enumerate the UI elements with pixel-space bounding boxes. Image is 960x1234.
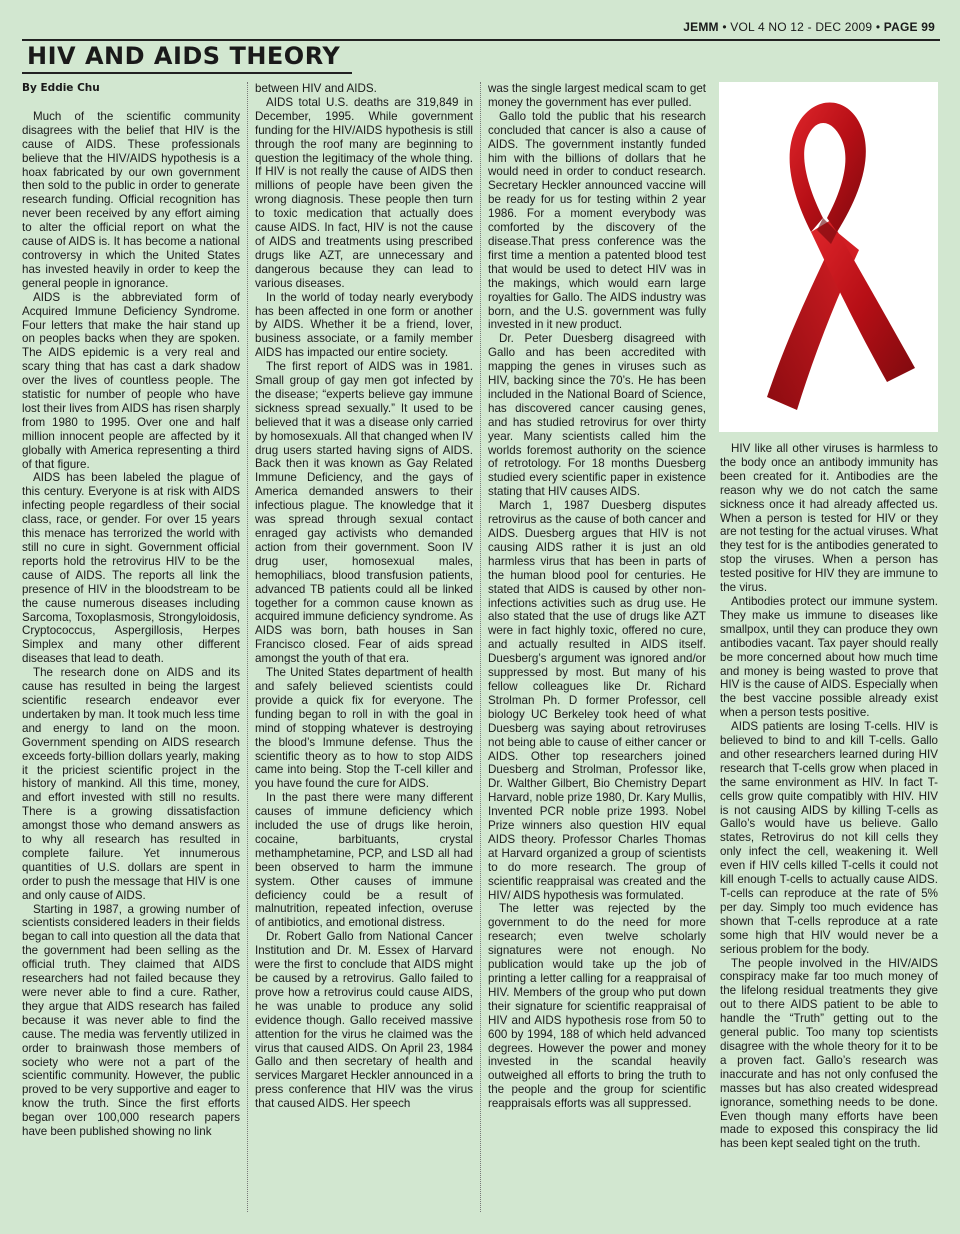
- paragraph: The people involved in the HIV/AIDS conspiracy make far too much money of the lifelong residual treatments they give out to there AIDS patient to be able to handle the “Truth” getting out to the general public. Too many top scientists disagree with the whole theory for it to be a proven fact. Gallo’s research was inaccurate and has not only confused the masses but has also created widespread ignorance, something needs to be done. Even though many efforts have been made to exposed this conspiracy the lid has been kept sealed tight on the truth.: [720, 956, 938, 1151]
- paragraph: Dr. Robert Gallo from National Cancer Institution and Dr. M. Essex of Harvard were the first to conclude that AIDS might be caused by a retrovirus. Gallo failed to prove how a retrovirus could cause AIDS, he was unable to produce any solid evidence though. Gallo received massive attention for the virus he claimed was the virus that caused AIDS. On April 23, 1984 Gallo and then secretary of health and services Margaret Heckler announced in a press conference that HIV was the virus that caused AIDS. Her speech: [255, 930, 473, 1111]
- paragraph: AIDS has been labeled the plague of this century. Everyone is at risk with AIDS infecting people regardless of their social class, race, or gender. For over 15 years this menace has terrorized the world with still no cure in sight. Government official reports hold the retrovirus HIV to be the cause of AIDS. The reports all link the presence of HIV in the bloodstream to be the cause numerous diseases including Sarcoma, Toxoplasmosis, Strongyloidosis, Cryptococcus, Aspergillosis, Herpes Simplex and many other different diseases that lead to death.: [22, 471, 240, 666]
- paragraph: HIV like all other viruses is harmless to the body once an antibody immunity has been created for it. Antibodies are the reason why we do not catch the same sickness once it had already affected us. When a person is tested for HIV or they are not testing for the actual viruses. What they test for is the antibodies generated to stop the viruses. When a person has tested positive for HIV they are immune to the virus.: [720, 442, 938, 595]
- article-column-4: [720, 442, 938, 1151]
- paragraph: In the world of today nearly everybody has been affected in one form or another by AIDS. Whether it be a friend, lover, business associate, or a family member AIDS has impacted our entire society.: [255, 290, 473, 360]
- title-rule: [22, 72, 352, 74]
- issue-info: VOL 4 NO 12 - DEC 2009: [730, 20, 873, 34]
- paragraph: In the past there were many different causes of immune deficiency which included the use of drugs like heroin, cocaine, barbituants, crystal methamphetamine, PCP, and LSD all had been observed to harm the immune system. Other causes of immune deficiency could be a result of malnutrition, repeated infection, overuse of antibiotics, and emotional distress.: [255, 791, 473, 930]
- article-title: HIV AND AIDS THEORY: [27, 42, 341, 70]
- byline: By Eddie Chu: [22, 82, 100, 94]
- header-rule: [22, 39, 940, 41]
- article-column-1: [22, 82, 240, 1139]
- paragraph: AIDS is the abbreviated form of Acquired Immune Deficiency Syndrome. Four letters that make the hair stand up on peoples backs when they are spoken. The AIDS epidemic is a very real and scary thing that has cast a dark shadow over the lives of countless people. The statistic for number of people who have lost their lives from AIDS has risen sharply from 1980 to 1995. Over one and half million innocent people are affected by it globally with America representing a third of that figure.: [22, 290, 240, 471]
- column-divider: [247, 82, 248, 1212]
- magazine-name: JEMM: [683, 20, 719, 34]
- page-number: PAGE 99: [883, 20, 935, 34]
- paragraph: AIDS patients are losing T-cells. HIV is believed to bind to and kill T-cells. Gallo and other researchers learned during HIV research that T-cells grow when placed in the same environment as HIV. In fact T-cells grow quite compatibly with HIV. HIV is not causing AIDS by killing T-cells as Gallo’s would have us believe. Gallo states, Retrovirus do not kill cells they only infect the cell, weakening it. Well even if HIV cells killed T-cells it could not kill enough T-cells to actually cause AIDS. T-cells can reproduce at the rate of 5% per day. Simply too much evidence has shown that T-cells reproduce at a rate some high that HIV would never be a serious problem for the body.: [720, 720, 938, 956]
- paragraph: Starting in 1987, a growing number of scientists considered leaders in their fields began to call into question all the data that the government had been selling as the official truth. They claimed that AIDS researchers had not failed because they were never able to find a cure. Rather, they argue that AIDS research has failed because it was never able to find the cause. The media was fervently utilized in order to brainwash those members of society who were not a part of the scientific community. However, the public proved to be very supportive and eager to know the truth. Since the first efforts began over 100,000 research papers have been published showing no link: [22, 902, 240, 1139]
- paragraph: was the single largest medical scam to get money the government has ever pulled.: [488, 82, 706, 109]
- paragraph: Antibodies protect our immune system. They make us immune to diseases like smallpox, until they can produce they own antibodies vacant. Tax payer should really be more concerned about how much time and money is being wasted to prove that HIV is the cause of AIDS. Especially when the best vaccine possible already exist when a person tests positive.: [720, 594, 938, 720]
- paragraph: The United States department of health and safely believed scientists could provide a quick fix for everyone. The funding began to roll in with the goal in mind of stopping whatever is destroying the blood’s Immune defense. Thus the scientific theory as to how to stop AIDS came into being. Stop the T-cell killer and you have found the cure for AIDS.: [255, 666, 473, 791]
- header-separator: •: [722, 20, 727, 34]
- red-ribbon-icon: [719, 82, 938, 432]
- paragraph: Much of the scientific community disagrees with the belief that HIV is the cause of AIDS. These professionals believe that the HIV/AIDS hypothesis is a hoax fabricated by our own government then sold to the public in order to generate research funding. Official recognition has never been received by any effort aiming to alter the official report on what the cause of AIDS is. It has become a national controversy in which the United States has invested heavily in order to keep the general people in ignorance.: [22, 109, 240, 290]
- paragraph: The first report of AIDS was in 1981. Small group of gay men got infected by the disease; “experts believe gay immune sickness spread sexually.” It used to be believed that it was a disease only carried by homosexuals. All that changed when IV drug users started having signs of AIDS. Back then it was known as Gay Related Immune Deficiency, and the gays of America demanded answers to their infectious plague. The knowledge that it was spread through sexual contact enraged gay activists who demanded action from their government. Soon IV drug user, homosexual males, hemophiliacs, blood transfusion patients, advanced TB patients could all be linked together for a common cause known as acquired immune deficiency syndrome. As AIDS was born, bath houses in San Francisco closed. Fear of aids spread amongst the youth of that era.: [255, 360, 473, 666]
- paragraph: between HIV and AIDS.: [255, 82, 377, 95]
- paragraph: Gallo told the public that his research concluded that cancer is also a cause of AIDS. The government instantly funded him with the billions of dollars that he would need in order to conduct research. Secretary Heckler announced vaccine will be ready for us for testing within 2 year 1986. For a moment everybody was comforted by the discovery of the disease.That press conference was the first time a mention a patented blood test that would be used to detect HIV was in the makings, which would earn large royalties for Gallo. The AIDS industry was born, and the U.S. government was fully invested in it new product.: [488, 109, 706, 332]
- paragraph: The letter was rejected by the government to do the need for more research; even twelve scholarly signatures were not enough. No publication would take up the job of printing a letter calling for a reappraisal of HIV. Members of the group who put down their signature for scientific reappraisal of HIV and AIDS hypothesis rose from 50 to 600 by 1994, 188 of which held advanced degrees. However the power and money invested in the scandal heavily outweighed all efforts to bring the truth to the people and the group for scientific reappraisals efforts was all suppressed.: [488, 902, 706, 1111]
- page-header: [683, 20, 935, 34]
- article-column-2: [255, 82, 473, 1111]
- paragraph: March 1, 1987 Duesberg disputes retrovirus as the cause of both cancer and AIDS. Duesberg argues that HIV is not causing AIDS rather it is just an old harmless virus that has been in parts of the human blood pool for centuries. He stated that AIDS is caused by other non-infections activities such as drug use. He also stated that the use of drugs like AZT were in fact highly toxic, offered no cure, and actually resulted in AIDS itself. Duesberg’s argument was ignored and/or suppressed by most. But many of his fellow colleagues like Dr. Richard Strolman Ph. D former Professor, cell biology UC Berkeley took heed of what Duesberg was saying about retroviruses not being able to cause of either cancer or AIDS. Other top researchers joined Duesberg and Strolman, Professor like, Dr. Walther Gilbert, Bio Chemistry Depart Harvard, noble prize 1980, Dr. Kary Mullis, Invented PCR noble prize 1993. Nobel Prize winners also question HIV equal AIDS theory. Professor Charles Thomas at Harvard organized a group of scientists to do more research. The group of scientific reappraisal was created and the HIV/ AIDS hypothesis was formulated.: [488, 499, 706, 902]
- paragraph: AIDS total U.S. deaths are 319,849 in December, 1995. While government funding for the HIV/AIDS hypothesis is still through the roof many are beginning to question the legitimacy of the whole thing. If HIV is not really the cause of AIDS then millions of people have been given the wrong diagnosis. These people then turn to toxic medication that actually does cause AIDS. In fact, HIV is not the cause of AIDS and treatments using prescribed drugs like AZT, are unnecessary and dangerous because they can lead to various diseases.: [255, 95, 473, 290]
- paragraph: Dr. Peter Duesberg disagreed with Gallo and has been accredited with mapping the genes in viruses such as HIV, backing since the 70’s. He has been included in the National Board of Science, has discovered cancer causing genes, and has studied retrovirus for over thirty year. Many scientists called him the worlds foremost authority on the science of retrotology. For 18 months Duesberg studied every scientific paper in existence stating that HIV causes AIDS.: [488, 332, 706, 499]
- article-column-3: [488, 82, 706, 1111]
- paragraph: The research done on AIDS and its cause has resulted in being the largest scientific research endeavor ever undertaken by man. It took much less time and energy to land on the moon. Government spending on AIDS research exceeds forty-billion dollars yearly, making it the priciest scientific project in the history of mankind. All this time, money, and effort invested with still no results. There is a growing dissatisfaction amongst those who demand answers as to why all research has resulted in complete failure. Yet innumerous quantities of U.S. dollars are spent in order to push the message that HIV is one and only cause of AIDS.: [22, 666, 240, 902]
- header-separator: •: [875, 20, 881, 34]
- column-divider: [480, 82, 481, 1212]
- ribbon-photo: [719, 82, 938, 432]
